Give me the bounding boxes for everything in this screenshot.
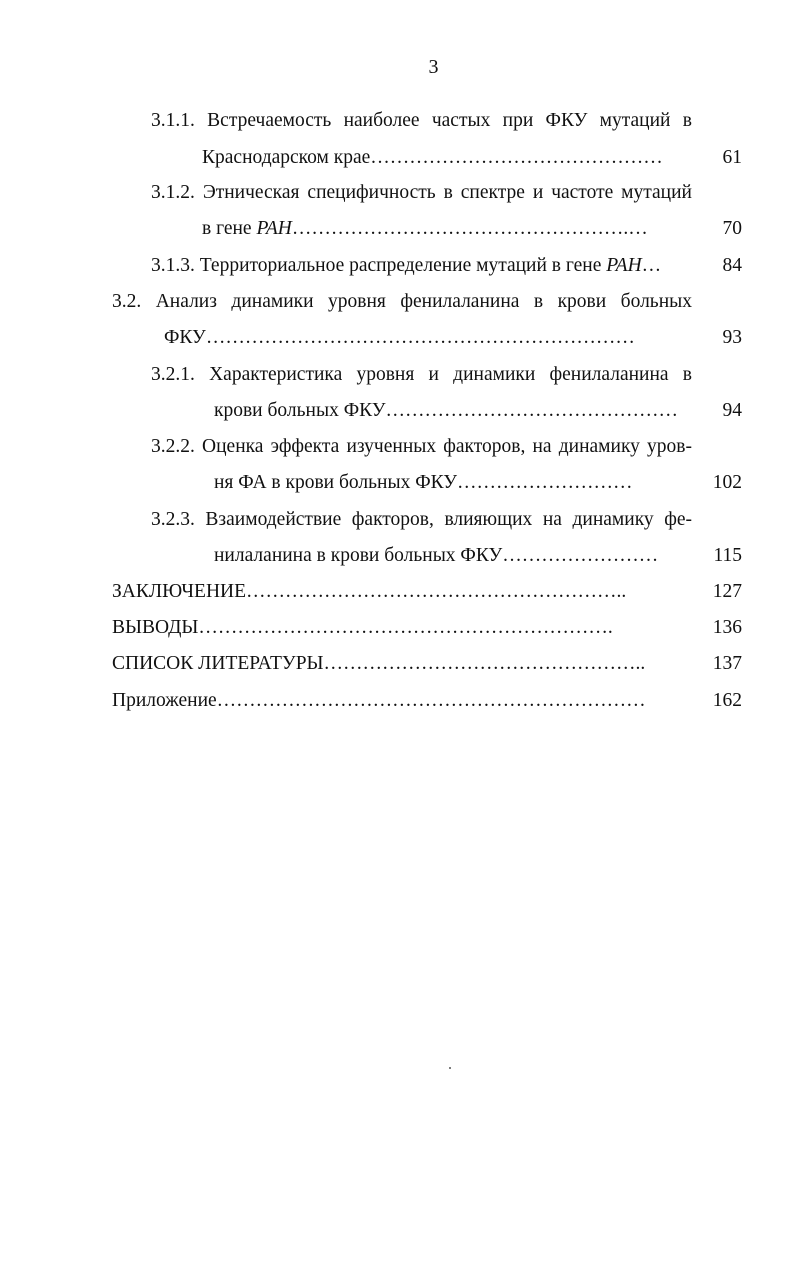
toc-entry-3-2-page: 93 [722, 327, 742, 348]
toc-entry-3-1-1-line2: Краснодарском крае……………………………………… [202, 147, 663, 168]
toc-entry-findings: ВЫВОДЫ………………………………………………………. [112, 617, 613, 638]
toc-entry-3-2-1-line1: 3.2.1. Характеристика уровня и динамики фенилаланина в [151, 364, 692, 385]
toc-entry-3-2-2-line2: ня ФА в крови больных ФКУ……………………… [214, 472, 633, 493]
page-number [0, 54, 799, 80]
toc-entry-3-2-2-line1: 3.2.2. Оценка эффекта изученных факторов, на динамику уров- [151, 436, 692, 457]
toc-entry-3-2-2-page: 102 [712, 472, 742, 493]
toc-entry-3-2-1-line2: крови больных ФКУ……………………………………… [214, 400, 679, 421]
toc-entry-3-1-3-line1 [151, 253, 661, 279]
toc-entry-3-2-line1: 3.2. Анализ динамики уровня фенилаланина в крови больных [112, 291, 692, 312]
toc-entry-3-2-line2: ФКУ………………………………………………………… [164, 327, 635, 348]
toc-entry-3-1-3-prefix: 3.1.3. Территориальное распределение мутаций в гене [151, 255, 607, 276]
scan-speck [449, 1067, 451, 1069]
toc-entry-3-1-3-page: 84 [722, 255, 742, 276]
toc-entry-references-page: 137 [712, 653, 742, 674]
toc-entry-3-2-3-line2: нилаланина в крови больных ФКУ…………………… [214, 545, 659, 566]
toc-entry-appendix: Приложение………………………………………………………… [112, 690, 646, 711]
toc-entry-appendix-page: 162 [712, 690, 742, 711]
toc-entry-conclusion-page: 127 [712, 581, 742, 602]
toc-entry-3-1-1-line1: 3.1.1. Встречаемость наиболее частых при ФКУ мутаций в [151, 110, 692, 131]
toc-entry-3-2-3-page: 115 [713, 545, 742, 566]
toc-entry-findings-page: 136 [712, 617, 742, 638]
toc-entry-conclusion: ЗАКЛЮЧЕНИЕ………………………………………………….. [112, 581, 627, 602]
toc-entry-3-1-2-gene: PAH [256, 218, 292, 239]
toc-entry-3-1-2-line1: 3.1.2. Этническая специфичность в спектре и частоте мутаций [151, 182, 692, 203]
page-number-text: 3 [428, 56, 439, 78]
toc-entry-3-1-2-page: 70 [722, 218, 742, 239]
toc-entry-3-1-3-gene: PAH [606, 255, 642, 276]
toc-entry-3-1-2-prefix: в гене [202, 218, 257, 239]
toc-entry-3-1-3-dots: … [641, 255, 662, 276]
toc-entry-3-2-3-line1: 3.2.3. Взаимодействие факторов, влияющих на динамику фе- [151, 509, 692, 530]
toc-entry-3-1-2-line2 [202, 216, 648, 242]
toc-entry-3-2-1-page: 94 [722, 400, 742, 421]
toc-entry-references: СПИСОК ЛИТЕРАТУРЫ………………………………………….. [112, 653, 646, 674]
toc-entry-3-1-1-page: 61 [722, 147, 742, 168]
toc-entry-3-1-2-dots: …………………………………………….… [291, 218, 648, 239]
